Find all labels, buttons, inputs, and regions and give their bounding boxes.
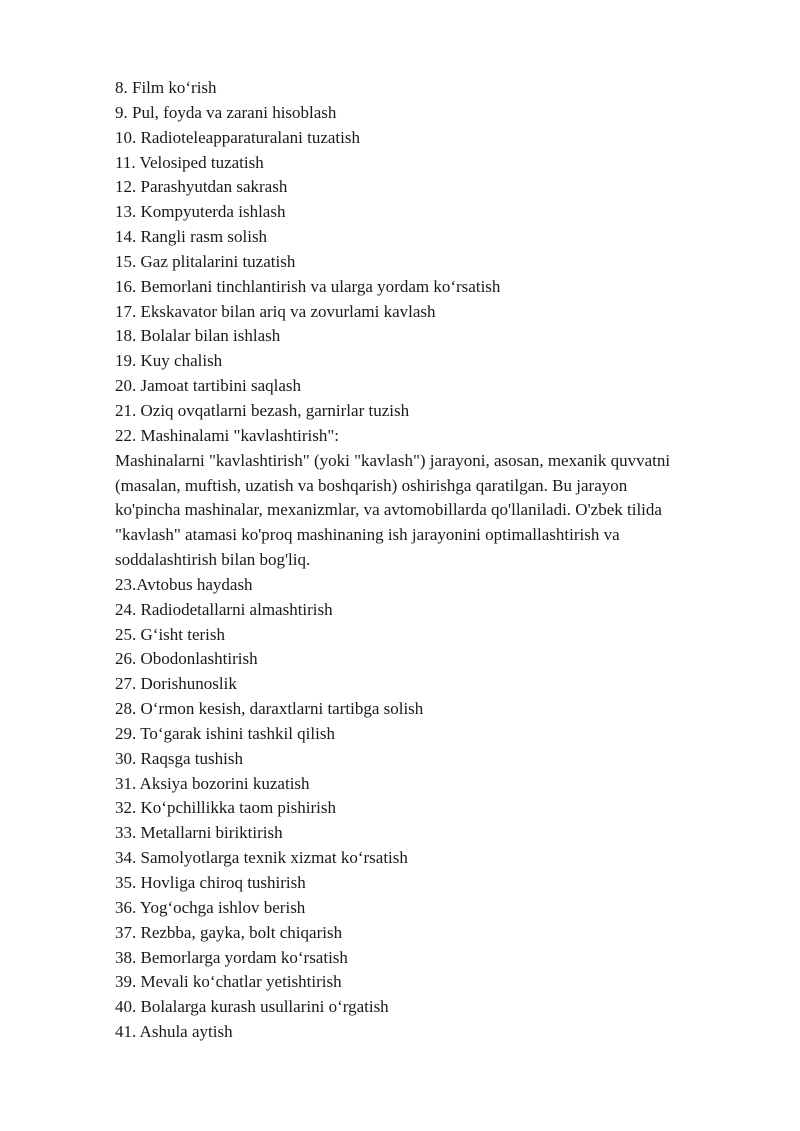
list-item: 41. Ashula aytish [115,1022,233,1042]
list-item: 38. Bemorlarga yordam koʻrsatish [115,947,348,967]
paragraph-line: "kavlash" atamasi ko'proq mashinaning ish jarayonini optimallashtirish va [115,525,620,545]
list-item: 29. Toʻgarak ishini tashkil qilish [115,723,335,743]
document-page [115,76,755,1045]
list-item: 26. Obodonlashtirish [115,649,258,669]
list-item: 9. Pul, foyda va zarani hisoblash [115,102,337,122]
list-item: 17. Ekskavator bilan ariq va zovurlami kavlash [115,301,436,321]
list-item: 25. Gʻisht terish [115,624,226,644]
list-item: 19. Kuy chalish [115,351,223,371]
list-item: 32. Koʻpchillikka taom pishirish [115,798,336,818]
list-item: 40. Bolalarga kurash usullarini oʻrgatish [115,997,389,1017]
list-item: 36. Yogʻochga ishlov berish [115,897,306,917]
list-item: 37. Rezbba, gayka, bolt chiqarish [115,922,343,942]
list-item: 13. Kompyuterda ishlash [115,202,286,222]
list-item: 10. Radioteleapparaturalani tuzatish [115,127,360,147]
list-item: 31. Aksiya bozorini kuzatish [115,773,310,793]
list-item: 34. Samolyotlarga texnik xizmat koʻrsatish [115,848,408,868]
list-item: 14. Rangli rasm solish [115,227,268,247]
list-item: 33. Metallarni biriktirish [115,823,283,843]
list-item: 21. Oziq ovqatlarni bezash, garnirlar tuzish [115,400,410,420]
list-item: 24. Radiodetallarni almashtirish [115,599,333,619]
list-item: 8. Film koʻrish [115,78,217,97]
list-item: 12. Parashyutdan sakrash [115,177,288,197]
list-item: 18. Bolalar bilan ishlash [115,326,281,346]
list-item: 27. Dorishunoslik [115,674,237,694]
list-item: 22. Mashinalami "kavlashtirish": [115,425,339,445]
list-item: 39. Mevali koʻchatlar yetishtirish [115,972,342,992]
list-item: 35. Hovliga chiroq tushirish [115,873,306,892]
list-item: 16. Bemorlani tinchlantirish va ularga yordam koʻrsatish [115,276,501,296]
list-item: 28. Oʻrmon kesish, daraxtlarni tartibga solish [115,699,424,719]
list-item: 30. Raqsga tushish [115,748,243,768]
list-item: 23.Avtobus haydash [115,574,253,594]
list-item: 15. Gaz plitalarini tuzatish [115,251,296,271]
paragraph-line: (masalan, muftish, uzatish va boshqarish) oshirishga qaratilgan. Bu jarayon [115,475,628,495]
paragraph-line: ko'pincha mashinalar, mexanizmlar, va avtomobillarda qo'llaniladi. O'zbek tilida [115,500,662,520]
list-item: 20. Jamoat tartibini saqlash [115,376,302,396]
paragraph-line: Mashinalarni "kavlashtirish" (yoki "kavlash") jarayoni, asosan, mexanik quvvatni [115,450,671,470]
list-item: 11. Velosiped tuzatish [115,152,264,172]
paragraph-line: soddalashtirish bilan bog'liq. [115,550,311,570]
